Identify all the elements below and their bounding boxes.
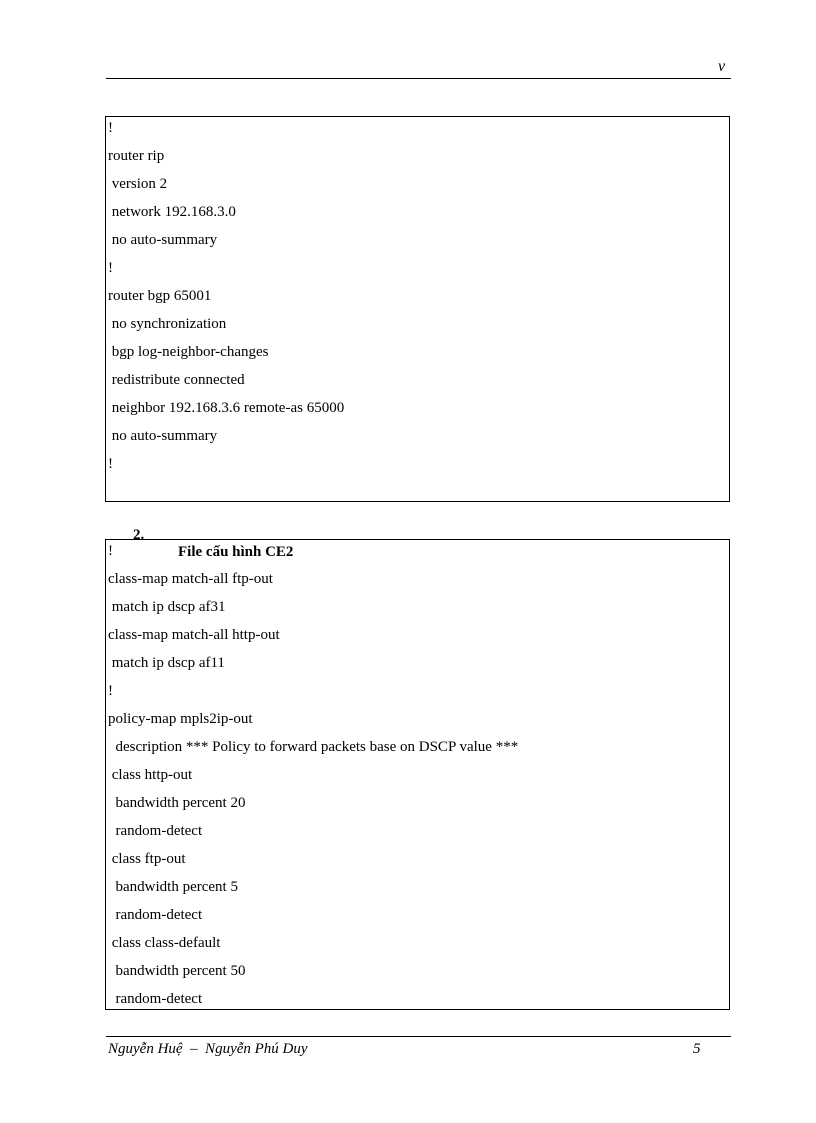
config-line: no synchronization	[108, 316, 227, 332]
config-line: no auto-summary	[108, 232, 218, 248]
footer-rule	[106, 1036, 731, 1037]
config-box-ce1	[105, 116, 730, 502]
config-line: random-detect	[108, 823, 203, 839]
config-line: class-map match-all http-out	[108, 627, 280, 643]
config-line: class http-out	[108, 767, 193, 783]
config-line: !	[108, 543, 113, 559]
config-line: router bgp 65001	[108, 288, 212, 304]
config-line: class ftp-out	[108, 851, 186, 867]
config-line: bandwidth percent 50	[108, 963, 246, 979]
config-line: policy-map mpls2ip-out	[108, 711, 253, 727]
config-line: !	[108, 260, 113, 276]
header-page-mark: v	[718, 58, 726, 75]
config-line: !	[108, 120, 113, 136]
config-line: network 192.168.3.0	[108, 204, 236, 220]
config-line: random-detect	[108, 991, 203, 1007]
config-line: !	[108, 683, 113, 699]
config-line: description *** Policy to forward packets base on DSCP value ***	[108, 739, 519, 755]
config-line: class class-default	[108, 935, 221, 951]
config-line: bandwidth percent 20	[108, 795, 246, 811]
section-title: File cấu hình CE2	[178, 544, 294, 560]
config-line: !	[108, 456, 113, 472]
config-line: no auto-summary	[108, 428, 218, 444]
config-line: bandwidth percent 5	[108, 879, 238, 895]
config-line: router rip	[108, 148, 165, 164]
section-number: 2.	[133, 527, 145, 543]
config-line: redistribute connected	[108, 372, 245, 388]
config-line: match ip dscp af31	[108, 599, 226, 615]
config-line: neighbor 192.168.3.6 remote-as 65000	[108, 400, 345, 416]
config-line: match ip dscp af11	[108, 655, 225, 671]
config-line: version 2	[108, 176, 168, 192]
config-box-ce2	[105, 539, 730, 1010]
config-line: random-detect	[108, 907, 203, 923]
footer-page-number: 5	[693, 1041, 701, 1057]
config-line: bgp log-neighbor-changes	[108, 344, 269, 360]
footer-authors: Nguyễn Huệ – Nguyễn Phú Duy	[108, 1041, 308, 1057]
header-rule	[106, 78, 731, 79]
config-line: class-map match-all ftp-out	[108, 571, 273, 587]
